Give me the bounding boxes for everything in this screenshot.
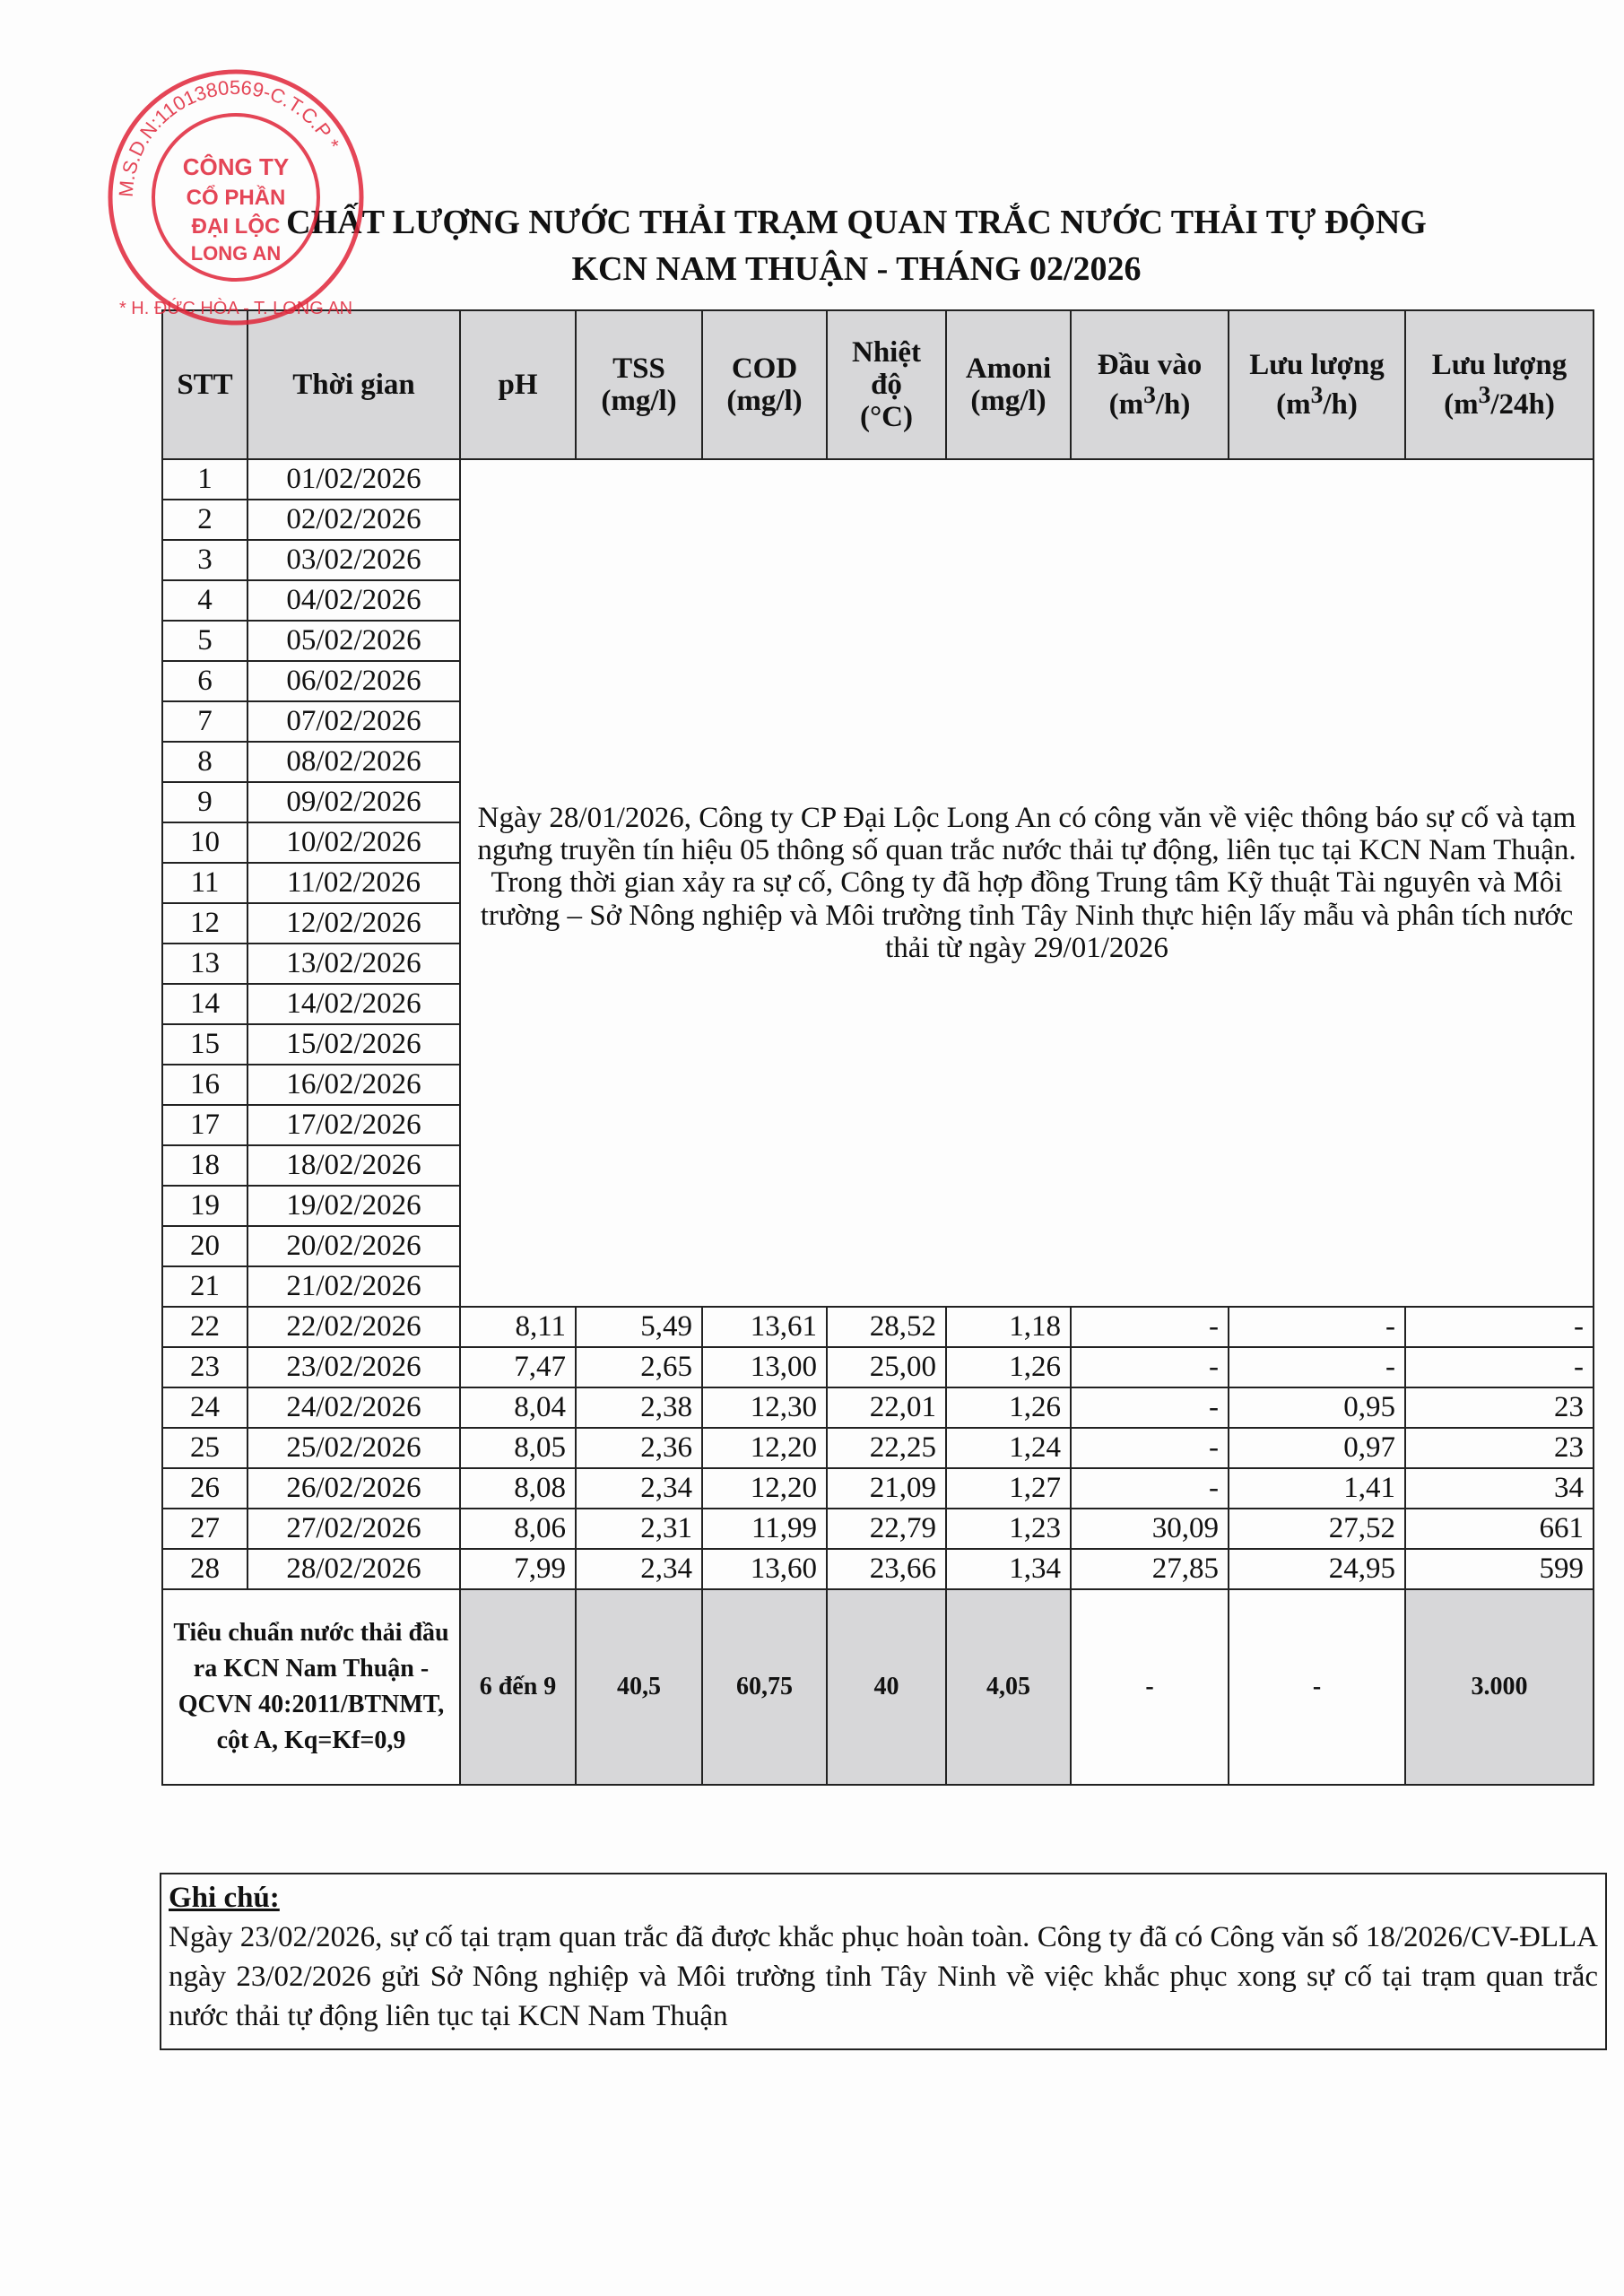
stt-cell: 21 (162, 1266, 248, 1307)
standard-ph: 6 đến 9 (460, 1589, 576, 1785)
temp-cell: 22,01 (827, 1387, 946, 1428)
header-flow-24h: Lưu lượng $(m^3/24h)$ (1405, 310, 1594, 459)
ph-cell: 8,05 (460, 1428, 576, 1468)
header-amoni: Amoni (mg/l) (946, 310, 1071, 459)
incident-notice: Ngày 28/01/2026, Công ty CP Đại Lộc Long An có công văn về việc thông báo sự cố và tạm ngưng truyền tín hiệu 05 thông số quan trắc nước thải tự động, liên tục tại KCN Nam Thuận. Trong thời gian xảy ra sự cố, Công ty đã hợp đồng Trung tâm Kỹ thuật Tài nguyên và Môi trường – Sở Nông nghiệp và Môi trường tỉnh Tây Ninh thực hiện lấy mẫu và phân tích nước thải từ ngày 29/01/2026 (460, 459, 1594, 1307)
date-cell: 10/02/2026 (248, 822, 460, 863)
table-row (162, 1468, 1594, 1509)
header-inflow: Đầu vào $(m^3/h)$ (1071, 310, 1229, 459)
amoni-cell: 1,34 (946, 1549, 1071, 1589)
date-cell: 02/02/2026 (248, 500, 460, 540)
standard-temp: 40 (827, 1589, 946, 1785)
stt-cell: 28 (162, 1549, 248, 1589)
amoni-cell: 1,26 (946, 1347, 1071, 1387)
flow24-cell: 599 (1405, 1549, 1594, 1589)
flow24-cell: 23 (1405, 1387, 1594, 1428)
flow24-cell: 661 (1405, 1509, 1594, 1549)
inflow-cell: 27,85 (1071, 1549, 1229, 1589)
date-cell: 25/02/2026 (248, 1428, 460, 1468)
table-row (162, 1428, 1594, 1468)
date-cell: 24/02/2026 (248, 1387, 460, 1428)
stt-cell: 27 (162, 1509, 248, 1549)
company-seal (97, 54, 375, 332)
header-flow: Lưu lượng $(m^3/h)$ (1229, 310, 1405, 459)
ph-cell: 8,06 (460, 1509, 576, 1549)
table-row (162, 1549, 1594, 1589)
stt-cell: 16 (162, 1065, 248, 1105)
note-text: Ngày 23/02/2026, sự cố tại trạm quan trắc đã được khắc phục hoàn toàn. Công ty đã có Công văn số 18/2026/CV-ĐLLA ngày 23/02/2026 gửi Sở Nông nghiệp và Môi trường tỉnh Tây Ninh về việc khắc phục xong sự cố tại trạm quan trắc nước thải tự động liên tục tại KCN Nam Thuận (169, 1921, 1598, 2032)
stt-cell: 11 (162, 863, 248, 903)
flow-cell: - (1229, 1307, 1405, 1347)
stt-cell: 2 (162, 500, 248, 540)
date-cell: 28/02/2026 (248, 1549, 460, 1589)
standard-row (162, 1589, 1594, 1785)
temp-cell: 25,00 (827, 1347, 946, 1387)
inflow-cell: - (1071, 1387, 1229, 1428)
date-cell: 06/02/2026 (248, 661, 460, 701)
date-cell: 17/02/2026 (248, 1105, 460, 1145)
date-cell: 12/02/2026 (248, 903, 460, 944)
stt-cell: 23 (162, 1347, 248, 1387)
header-cod: COD (mg/l) (702, 310, 827, 459)
standard-inflow: - (1071, 1589, 1229, 1785)
seal-center-line-3: ĐẠI LỘC (191, 214, 281, 239)
stt-cell: 4 (162, 580, 248, 621)
tss-cell: 2,38 (576, 1387, 702, 1428)
seal-ring-text: M.S.D.N:1101380569-C.T.C.P * (114, 75, 344, 198)
table-row (162, 1509, 1594, 1549)
stt-cell: 1 (162, 459, 248, 500)
date-cell: 09/02/2026 (248, 782, 460, 822)
standard-flow24: 3.000 (1405, 1589, 1594, 1785)
seal-center-line-1: CÔNG TY (182, 153, 290, 180)
date-cell: 18/02/2026 (248, 1145, 460, 1186)
header-row (162, 310, 1594, 459)
amoni-cell: 1,26 (946, 1387, 1071, 1428)
date-cell: 04/02/2026 (248, 580, 460, 621)
date-cell: 27/02/2026 (248, 1509, 460, 1549)
standard-amoni: 4,05 (946, 1589, 1071, 1785)
table-row (162, 1307, 1594, 1347)
stt-cell: 20 (162, 1226, 248, 1266)
cod-cell: 12,20 (702, 1468, 827, 1509)
flow24-cell: - (1405, 1347, 1594, 1387)
title-line-2: KCN NAM THUẬN - THÁNG 02/2026 (571, 250, 1142, 288)
seal-bottom-text: * H. ĐỨC HÒA - T. LONG AN (118, 299, 353, 318)
temp-cell: 22,79 (827, 1509, 946, 1549)
ph-cell: 7,99 (460, 1549, 576, 1589)
table-row (162, 459, 1594, 500)
date-cell: 23/02/2026 (248, 1347, 460, 1387)
stt-cell: 15 (162, 1024, 248, 1065)
cod-cell: 13,00 (702, 1347, 827, 1387)
note-box (160, 1873, 1607, 2050)
tss-cell: 2,31 (576, 1509, 702, 1549)
title-line-1: CHẤT LƯỢNG NƯỚC THẢI TRẠM QUAN TRẮC NƯỚC THẢI TỰ ĐỘNG (286, 204, 1427, 241)
date-cell: 16/02/2026 (248, 1065, 460, 1105)
stt-cell: 18 (162, 1145, 248, 1186)
ph-cell: 8,11 (460, 1307, 576, 1347)
stt-cell: 14 (162, 984, 248, 1024)
stt-cell: 10 (162, 822, 248, 863)
amoni-cell: 1,24 (946, 1428, 1071, 1468)
date-cell: 07/02/2026 (248, 701, 460, 742)
cod-cell: 13,60 (702, 1549, 827, 1589)
standard-tss: 40,5 (576, 1589, 702, 1785)
cod-cell: 11,99 (702, 1509, 827, 1549)
cod-cell: 12,30 (702, 1387, 827, 1428)
table-row (162, 1347, 1594, 1387)
date-cell: 01/02/2026 (248, 459, 460, 500)
stt-cell: 19 (162, 1186, 248, 1226)
header-temp: Nhiệt độ (°C) (827, 310, 946, 459)
stt-cell: 3 (162, 540, 248, 580)
tss-cell: 2,65 (576, 1347, 702, 1387)
note-title: Ghi chú: (169, 1882, 280, 1914)
date-cell: 14/02/2026 (248, 984, 460, 1024)
seal-center-line-4: LONG AN (190, 242, 282, 265)
stt-cell: 9 (162, 782, 248, 822)
header-ph: pH (460, 310, 576, 459)
date-cell: 15/02/2026 (248, 1024, 460, 1065)
flow-cell: 27,52 (1229, 1509, 1405, 1549)
header-tss: TSS (mg/l) (576, 310, 702, 459)
date-cell: 21/02/2026 (248, 1266, 460, 1307)
stt-cell: 5 (162, 621, 248, 661)
stt-cell: 6 (162, 661, 248, 701)
flow24-cell: - (1405, 1307, 1594, 1347)
tss-cell: 2,36 (576, 1428, 702, 1468)
inflow-cell: - (1071, 1468, 1229, 1509)
tss-cell: 5,49 (576, 1307, 702, 1347)
stt-cell: 26 (162, 1468, 248, 1509)
flow-cell: 0,95 (1229, 1387, 1405, 1428)
standard-cod: 60,75 (702, 1589, 827, 1785)
inflow-cell: - (1071, 1428, 1229, 1468)
date-cell: 11/02/2026 (248, 863, 460, 903)
flow24-cell: 34 (1405, 1468, 1594, 1509)
tss-cell: 2,34 (576, 1468, 702, 1509)
ph-cell: 8,08 (460, 1468, 576, 1509)
standard-label: Tiêu chuẩn nước thải đầu ra KCN Nam Thuận - QCVN 40:2011/BTNMT, cột A, Kq=Kf=0,9 (162, 1589, 460, 1785)
header-stt: STT (162, 310, 248, 459)
inflow-cell: - (1071, 1307, 1229, 1347)
temp-cell: 28,52 (827, 1307, 946, 1347)
stt-cell: 12 (162, 903, 248, 944)
stt-cell: 24 (162, 1387, 248, 1428)
flow-cell: 24,95 (1229, 1549, 1405, 1589)
temp-cell: 21,09 (827, 1468, 946, 1509)
date-cell: 22/02/2026 (248, 1307, 460, 1347)
standard-flow: - (1229, 1589, 1405, 1785)
date-cell: 08/02/2026 (248, 742, 460, 782)
stt-cell: 13 (162, 944, 248, 984)
amoni-cell: 1,18 (946, 1307, 1071, 1347)
stt-cell: 17 (162, 1105, 248, 1145)
water-quality-table (161, 309, 1594, 1786)
date-cell: 03/02/2026 (248, 540, 460, 580)
ph-cell: 8,04 (460, 1387, 576, 1428)
header-time: Thời gian (248, 310, 460, 459)
date-cell: 05/02/2026 (248, 621, 460, 661)
cod-cell: 12,20 (702, 1428, 827, 1468)
flow-cell: - (1229, 1347, 1405, 1387)
flow-cell: 1,41 (1229, 1468, 1405, 1509)
table-row (162, 1387, 1594, 1428)
temp-cell: 22,25 (827, 1428, 946, 1468)
ph-cell: 7,47 (460, 1347, 576, 1387)
flow-cell: 0,97 (1229, 1428, 1405, 1468)
tss-cell: 2,34 (576, 1549, 702, 1589)
inflow-cell: 30,09 (1071, 1509, 1229, 1549)
inflow-cell: - (1071, 1347, 1229, 1387)
amoni-cell: 1,23 (946, 1509, 1071, 1549)
amoni-cell: 1,27 (946, 1468, 1071, 1509)
cod-cell: 13,61 (702, 1307, 827, 1347)
date-cell: 19/02/2026 (248, 1186, 460, 1226)
date-cell: 20/02/2026 (248, 1226, 460, 1266)
date-cell: 13/02/2026 (248, 944, 460, 984)
stt-cell: 25 (162, 1428, 248, 1468)
flow24-cell: 23 (1405, 1428, 1594, 1468)
date-cell: 26/02/2026 (248, 1468, 460, 1509)
stt-cell: 7 (162, 701, 248, 742)
temp-cell: 23,66 (827, 1549, 946, 1589)
stt-cell: 22 (162, 1307, 248, 1347)
stt-cell: 8 (162, 742, 248, 782)
seal-center-line-2: CỔ PHẦN (186, 186, 286, 210)
